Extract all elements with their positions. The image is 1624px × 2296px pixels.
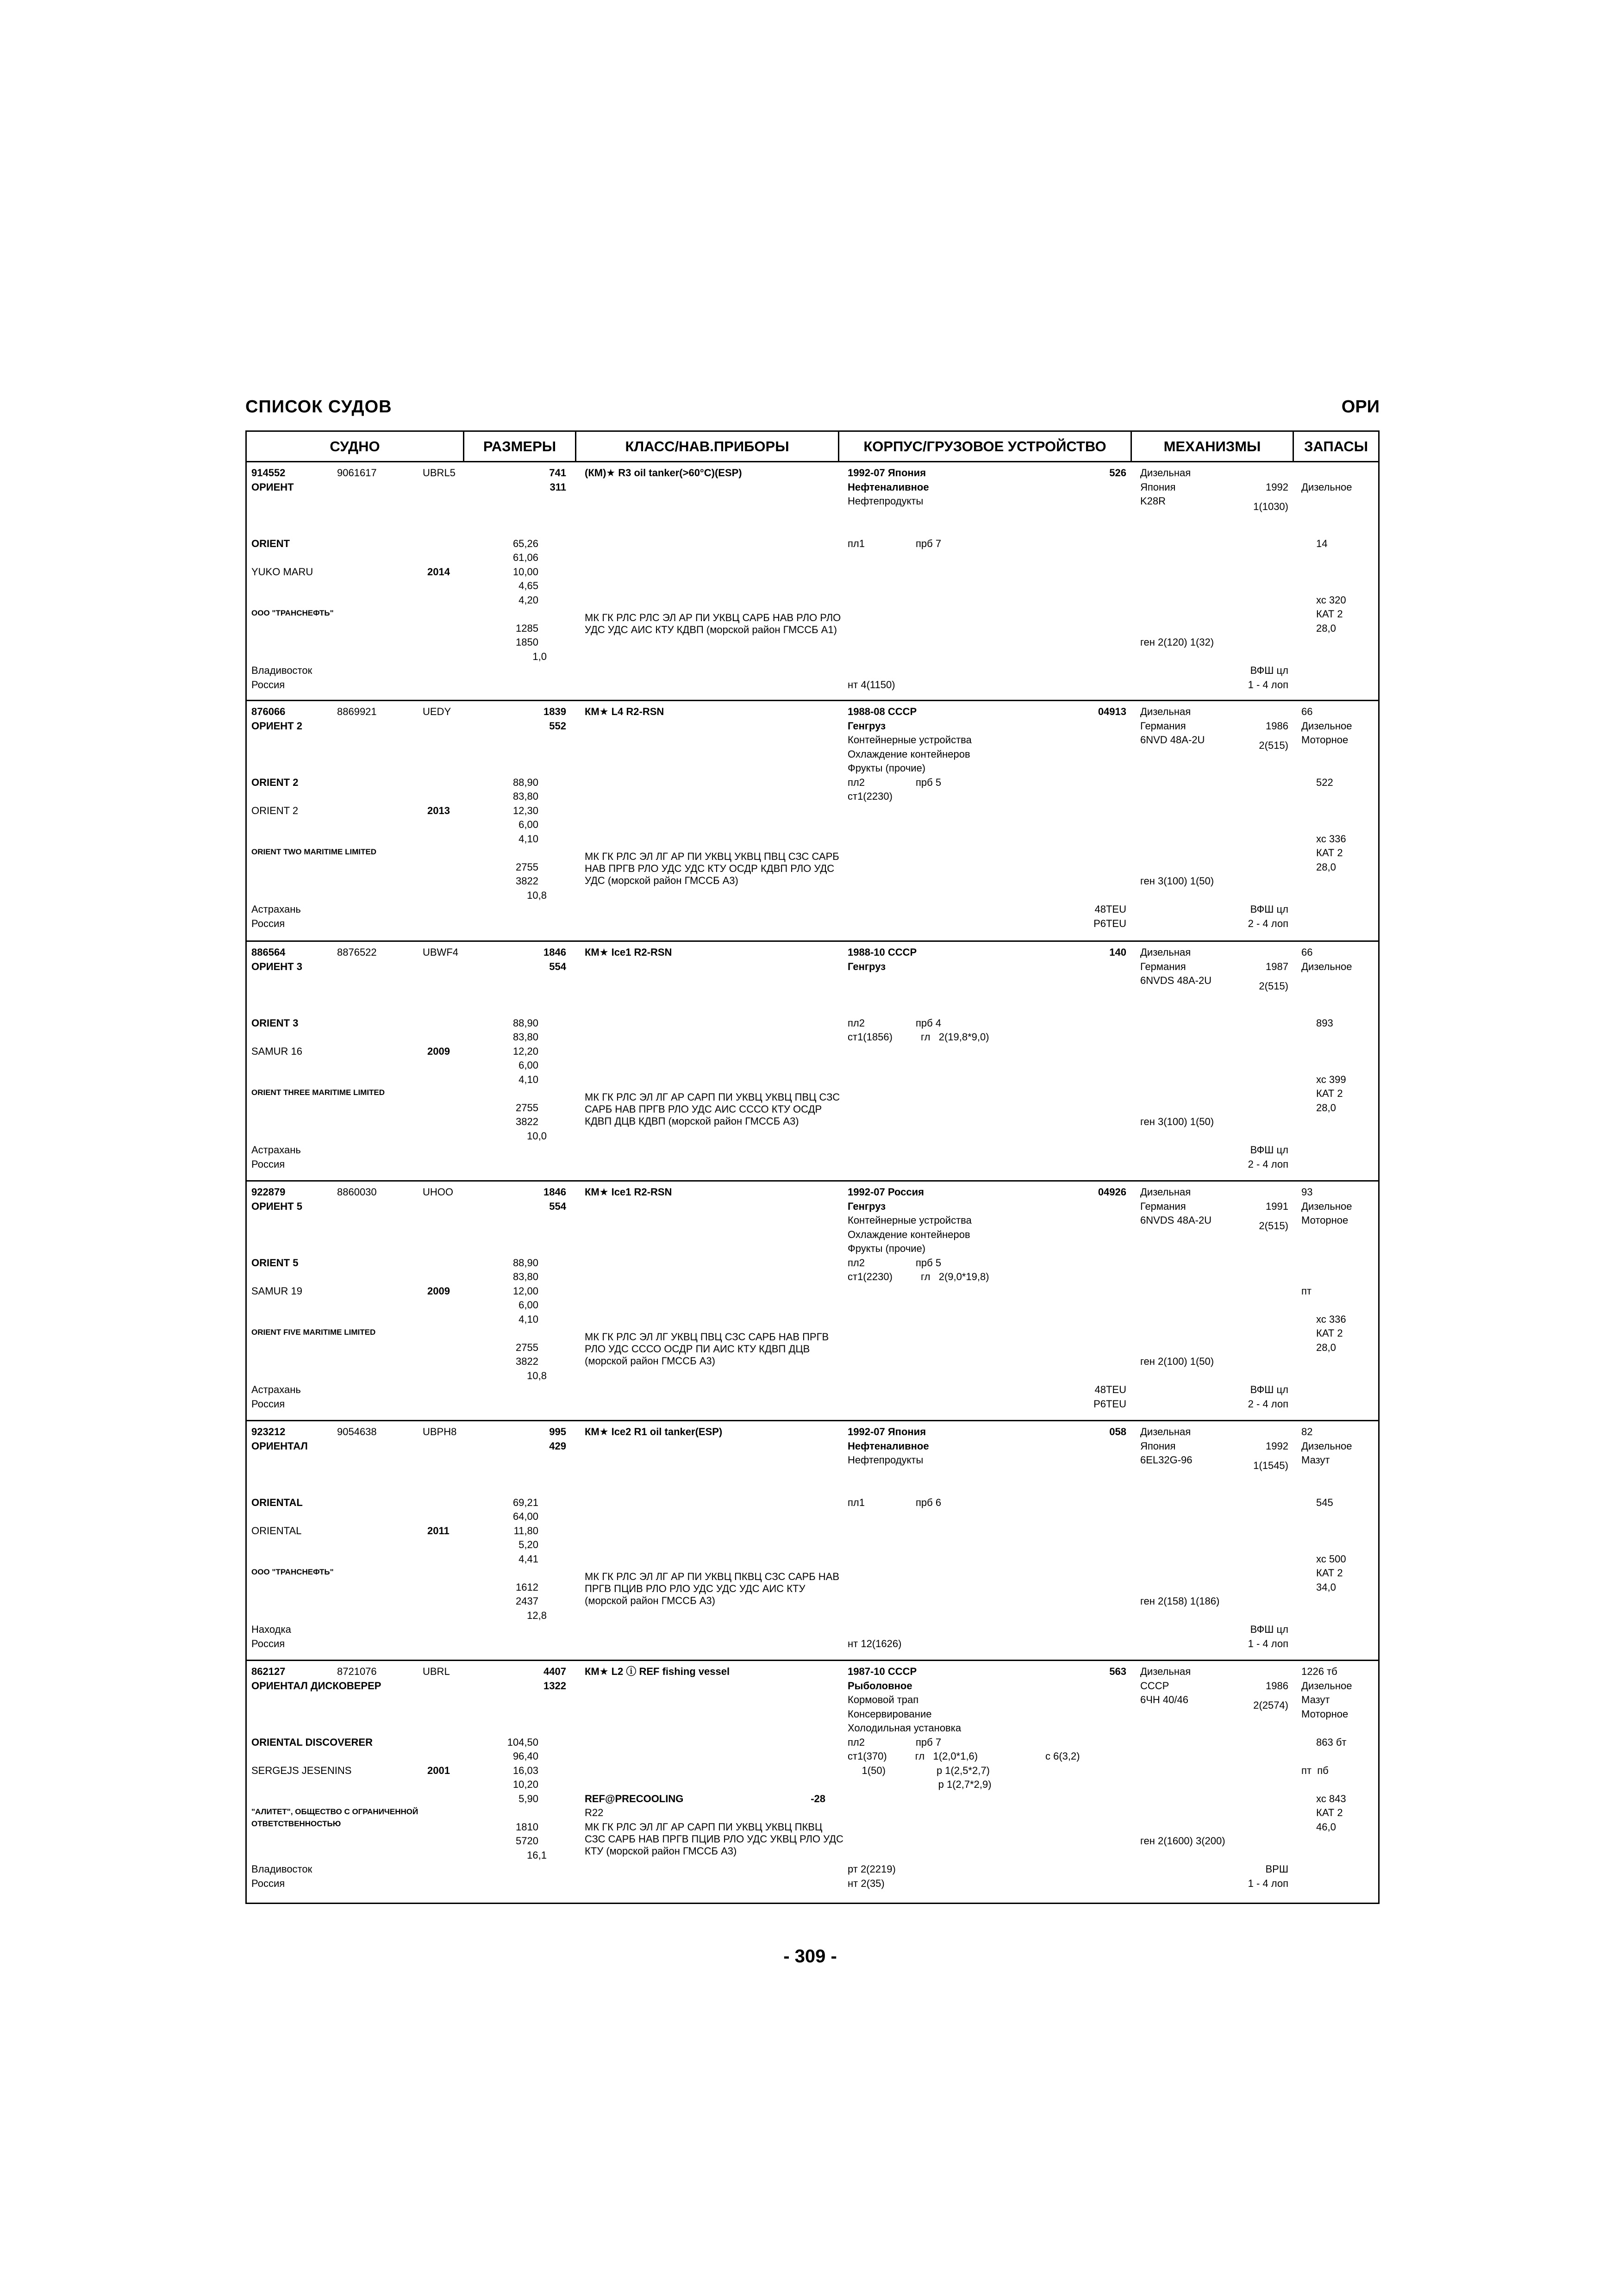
ship-net-tonnage: 554 bbox=[549, 960, 566, 972]
ship-speed: 10,0 bbox=[527, 1130, 547, 1142]
ship-name: ОРИЕНТ 2 bbox=[251, 720, 302, 732]
ship-former-name: SAMUR 16 bbox=[251, 1045, 303, 1057]
ship-hull-number: 140 bbox=[1109, 946, 1126, 958]
ship-engine-year: 1986 bbox=[1266, 1680, 1288, 1692]
ship-hold-capacity: рт 2(2219) bbox=[848, 1863, 896, 1875]
ship-imo-number: 9061617 bbox=[337, 467, 377, 479]
ship-net-tonnage: 552 bbox=[549, 720, 566, 732]
ship-flag-country: Россия bbox=[251, 917, 285, 929]
ship-stores-extra: пт пб bbox=[1301, 1764, 1329, 1776]
ship-call-sign: UBRL5 bbox=[423, 467, 456, 479]
ship-speed: 16,1 bbox=[527, 1849, 547, 1861]
ship-imo-number: 9054638 bbox=[337, 1426, 377, 1437]
ship-engine-info: 6NVDS 48A-2U bbox=[1140, 975, 1212, 986]
ship-stores-capacity: 1226 тб bbox=[1301, 1666, 1337, 1677]
ship-dimension: 4,41 bbox=[518, 1553, 538, 1565]
ship-engine-info: СССР bbox=[1140, 1680, 1169, 1692]
ship-container-capacity: P6TEU bbox=[1093, 1398, 1126, 1410]
ship-bulkheads: прб 6 bbox=[916, 1496, 942, 1508]
ship-name-latin: ORIENT bbox=[251, 537, 290, 549]
ship-engine-info: Япония bbox=[1140, 1440, 1176, 1452]
ship-fuel-type: Дизельное bbox=[1301, 1440, 1352, 1452]
ship-former-name: SERGEJS JESENINS bbox=[251, 1764, 352, 1776]
ship-name: ОРИЕНТ 3 bbox=[251, 960, 302, 972]
ship-gross-tonnage: 1846 bbox=[543, 946, 566, 958]
ship-propeller: ВФШ цл bbox=[1250, 1144, 1288, 1156]
ship-former-name: SAMUR 19 bbox=[251, 1285, 303, 1297]
ship-call-sign: UHOO bbox=[423, 1186, 453, 1198]
ship-stores-reserve: хс 336 bbox=[1316, 833, 1346, 845]
ship-dimension: 64,00 bbox=[512, 1511, 538, 1522]
ship-engine-power: 1(1545) bbox=[1253, 1460, 1288, 1471]
ship-stores-reserve: хс 320 bbox=[1316, 594, 1346, 606]
ship-type: Генгруз bbox=[848, 1200, 886, 1212]
ship-reg-number: 922879 bbox=[251, 1186, 286, 1198]
ship-stores-capacity: 66 bbox=[1301, 946, 1313, 958]
ship-generators: ген 2(1600) 3(200) bbox=[1140, 1835, 1225, 1847]
ship-owner: ООО "ТРАНСНЕФТЬ" bbox=[251, 609, 334, 617]
ship-record bbox=[247, 1421, 1378, 1661]
ship-stores-reserve: 34,0 bbox=[1316, 1581, 1336, 1593]
ship-fuel-amount: 14 bbox=[1316, 537, 1328, 549]
column-header-stores-label: ЗАПАСЫ bbox=[1304, 438, 1368, 454]
ship-deadweight: 1612 bbox=[516, 1581, 538, 1593]
ship-name: ОРИЕНТ 5 bbox=[251, 1200, 302, 1212]
ship-fuel-type: Моторное bbox=[1301, 734, 1349, 746]
ship-former-name: ORIENTAL bbox=[251, 1524, 302, 1537]
ship-hull-number: 04913 bbox=[1098, 706, 1126, 717]
ship-class-notation: (КМ)★ R3 oil tanker(>60°C)(ESP) bbox=[585, 467, 742, 479]
ship-container-capacity: 48TEU bbox=[1094, 1384, 1126, 1395]
ship-home-port: Астрахань bbox=[251, 1144, 301, 1156]
ship-record bbox=[247, 462, 1378, 701]
ship-call-sign: UBWF4 bbox=[423, 946, 458, 958]
ship-stores-reserve: 28,0 bbox=[1316, 1341, 1336, 1353]
ship-dimension: 11,80 bbox=[513, 1524, 538, 1537]
ship-flag-country: Россия bbox=[251, 1637, 285, 1649]
ship-propeller-blades: 1 - 4 лоп bbox=[1248, 1877, 1288, 1889]
ship-deadweight: 1810 bbox=[516, 1821, 538, 1833]
ship-engine-power: 2(515) bbox=[1259, 740, 1288, 751]
ship-build-info: 1992-07 Россия bbox=[848, 1186, 924, 1198]
ship-former-year: 2009 bbox=[427, 1285, 450, 1297]
ship-dimension: 6,00 bbox=[518, 819, 538, 830]
ship-displacement: 5720 bbox=[516, 1835, 538, 1847]
ship-owner: ООО "ТРАНСНЕФТЬ" bbox=[251, 1568, 334, 1576]
ship-engine-info: Дизельная bbox=[1140, 467, 1191, 479]
ship-engine-info: Япония bbox=[1140, 481, 1176, 493]
ship-class-notation: КМ★ L4 R2-RSN bbox=[585, 706, 664, 717]
ship-dimension: 12,20 bbox=[512, 1045, 538, 1057]
ship-stores-reserve: КАТ 2 bbox=[1316, 1567, 1343, 1579]
ship-cargo-feature: Охлаждение контейнеров bbox=[848, 1228, 970, 1240]
column-header-hull: КОРПУС/ГРУЗОВОЕ УСТРОЙСТВО bbox=[839, 432, 1132, 462]
ship-former-year: 2001 bbox=[427, 1764, 450, 1776]
ship-displacement: 1850 bbox=[516, 636, 538, 648]
ship-engine-info: Дизельная bbox=[1140, 1186, 1191, 1198]
ship-propeller: ВФШ цл bbox=[1250, 665, 1288, 676]
ship-class-notation: КМ★ Ice2 R1 oil tanker(ESP) bbox=[585, 1426, 723, 1437]
ship-dimension: 4,10 bbox=[518, 1073, 538, 1085]
ship-dimension: 104,50 bbox=[507, 1736, 538, 1748]
ship-decks: пл2 bbox=[848, 776, 865, 788]
ship-flag-country: Россия bbox=[251, 678, 285, 691]
ship-dimension: 5,20 bbox=[518, 1539, 538, 1550]
ship-call-sign: UBPH8 bbox=[423, 1426, 457, 1437]
ship-build-info: 1987-10 СССР bbox=[848, 1666, 917, 1677]
ship-record bbox=[247, 701, 1378, 942]
ship-type: Нефтеналивное bbox=[848, 481, 929, 493]
ship-stores-reserve: КАТ 2 bbox=[1316, 1807, 1343, 1818]
section-label: ОРИ bbox=[1341, 397, 1380, 417]
ship-generators: ген 2(120) 1(32) bbox=[1140, 636, 1214, 648]
column-header-stores bbox=[1294, 432, 1378, 462]
ship-nav-equipment: МК ГК РЛС ЭЛ ЛГ АР САРП ПИ УКВЦ УКВЦ ПВЦ СЗС САРБ НАВ ПРГВ РЛО УДС АИС СССО КТУ ОСДР КДВП ДЦВ КДВП (морской район ГМССБ А3) bbox=[585, 1091, 840, 1127]
ship-dimension: 12,30 bbox=[512, 804, 538, 816]
ship-dimension: 10,20 bbox=[512, 1779, 538, 1790]
ship-cargo-feature: Консервирование bbox=[848, 1708, 932, 1720]
ship-fuel-type: Дизельное bbox=[1301, 481, 1352, 493]
ship-name-latin: ORIENT 2 bbox=[251, 776, 299, 788]
ship-fuel-amount: 545 bbox=[1316, 1496, 1333, 1508]
ship-former-year: 2013 bbox=[427, 804, 450, 816]
ship-generators: ген 2(100) 1(50) bbox=[1140, 1356, 1214, 1367]
ship-cargo-feature: Фрукты (прочие) bbox=[848, 1243, 926, 1254]
ship-record bbox=[247, 1661, 1378, 1904]
ship-fuel-amount: 522 bbox=[1316, 776, 1333, 788]
ship-refrigeration-class: REF@PRECOOLING bbox=[585, 1792, 684, 1804]
ship-displacement: 3822 bbox=[516, 875, 538, 887]
ship-build-info: 1992-07 Япония bbox=[848, 467, 926, 479]
ship-gross-tonnage: 995 bbox=[549, 1426, 566, 1437]
ship-name: ОРИЕНТАЛ bbox=[251, 1440, 308, 1452]
ship-engine-power: 2(2574) bbox=[1253, 1699, 1288, 1711]
ship-dimension: 96,40 bbox=[512, 1750, 538, 1762]
ship-deadweight: 1285 bbox=[516, 622, 538, 634]
ship-fuel-type: Дизельное bbox=[1301, 1200, 1352, 1212]
ship-dimension: 6,00 bbox=[518, 1059, 538, 1071]
ship-propeller-blades: 1 - 4 лоп bbox=[1248, 678, 1288, 691]
ship-hull-number: 04926 bbox=[1098, 1186, 1126, 1198]
ship-former-year: 2014 bbox=[427, 566, 450, 578]
ship-stores-reserve: хс 500 bbox=[1316, 1553, 1346, 1565]
ship-class-notation: КМ★ L2 ⓘ REF fishing vessel bbox=[585, 1666, 730, 1677]
ship-stores-reserve: 46,0 bbox=[1316, 1821, 1336, 1833]
ship-engine-year: 1992 bbox=[1266, 481, 1288, 493]
ship-former-name: YUKO MARU bbox=[251, 566, 313, 578]
ship-name: ОРИЕНТ bbox=[251, 481, 294, 493]
ship-fuel-type: Мазут bbox=[1301, 1694, 1330, 1705]
ship-build-info: 1992-07 Япония bbox=[848, 1426, 926, 1437]
ship-speed: 12,8 bbox=[527, 1609, 547, 1621]
ship-cargo-gear: ст1(370) гл 1(2,0*1,6) bbox=[848, 1750, 978, 1762]
ship-gross-tonnage: 1846 bbox=[543, 1186, 566, 1198]
ship-propeller-blades: 1 - 4 лоп bbox=[1248, 1637, 1288, 1649]
ship-class-notation: КМ★ Ice1 R2-RSN bbox=[585, 946, 672, 958]
ship-dimension: 65,26 bbox=[512, 537, 538, 549]
ship-imo-number: 8721076 bbox=[337, 1666, 377, 1677]
ship-reg-number: 876066 bbox=[251, 706, 286, 717]
ship-engine-info: 6NVDS 48A-2U bbox=[1140, 1214, 1212, 1226]
ship-stores-reserve: КАТ 2 bbox=[1316, 1327, 1343, 1339]
ship-net-tonnage: 554 bbox=[549, 1200, 566, 1212]
ship-stores-reserve: КАТ 2 bbox=[1316, 1088, 1343, 1099]
ship-engine-info: Германия bbox=[1140, 720, 1186, 732]
ship-nav-equipment: МК ГК РЛС ЭЛ ЛГ АР ПИ УКВЦ ПКВЦ СЗС САРБ НАВ ПРГВ ПЦИВ РЛО РЛО УДС УДС УДС АИС КТУ (морской район ГМССБ А3) bbox=[585, 1571, 840, 1606]
ship-name: ОРИЕНТАЛ ДИСКОВЕРЕР bbox=[251, 1680, 381, 1692]
ship-propeller: ВФШ цл bbox=[1250, 903, 1288, 915]
ship-nav-equipment: МК ГК РЛС РЛС ЭЛ АР ПИ УКВЦ САРБ НАВ РЛО РЛО УДС УДС АИС КТУ КДВП (морской район ГМССБ А1) bbox=[585, 612, 841, 635]
ship-decks: пл1 bbox=[848, 1496, 865, 1508]
ship-owner: "АЛИТЕТ", ОБЩЕСТВО С ОГРАНИЧЕННОЙ ОТВЕТСТВЕННОСТЬЮ bbox=[251, 1807, 418, 1828]
ship-build-info: 1988-08 СССР bbox=[848, 706, 917, 717]
ship-engine-info: Дизельная bbox=[1140, 946, 1191, 958]
ship-dimension: 4,20 bbox=[518, 594, 538, 606]
ship-hull-number: 563 bbox=[1109, 1666, 1126, 1677]
column-header-machinery: МЕХАНИЗМЫ bbox=[1132, 432, 1294, 462]
ship-dimension: 88,90 bbox=[512, 1257, 538, 1269]
ship-nav-equipment: МК ГК РЛС ЭЛ ЛГ АР САРП ПИ УКВЦ УКВЦ ПКВЦ СЗС САРБ НАВ ПРГВ ПЦИВ РЛО УДС УКВЦ РЛО УДС КТУ (морской район ГМССБ А3) bbox=[585, 1821, 843, 1857]
ship-engine-info: 6NVD 48A-2U bbox=[1140, 734, 1205, 746]
ship-engine-power: 2(515) bbox=[1259, 1220, 1288, 1232]
ship-type: Генгруз bbox=[848, 720, 886, 732]
ship-cargo-gear: ст1(2230) bbox=[848, 790, 893, 802]
ship-dimension: 83,80 bbox=[512, 790, 538, 802]
ship-bulkheads: прб 5 bbox=[916, 776, 942, 788]
ship-fuel-amount: 893 bbox=[1316, 1017, 1333, 1029]
column-header-ship: СУДНО bbox=[247, 432, 464, 462]
ship-speed: 10,8 bbox=[527, 889, 547, 901]
ship-imo-number: 8869921 bbox=[337, 706, 377, 717]
ship-decks: пл2 bbox=[848, 1017, 865, 1029]
ship-engine-info: 6EL32G-96 bbox=[1140, 1454, 1193, 1466]
ship-tank-capacity: нт 12(1626) bbox=[848, 1637, 902, 1649]
ship-imo-number: 8860030 bbox=[337, 1186, 377, 1198]
ship-imo-number: 8876522 bbox=[337, 946, 377, 958]
ship-home-port: Астрахань bbox=[251, 1384, 301, 1395]
ship-displacement: 2437 bbox=[516, 1595, 538, 1607]
ship-cargo-feature: Контейнерные устройства bbox=[848, 1214, 972, 1226]
ship-engine-info: 6ЧН 40/46 bbox=[1140, 1694, 1188, 1705]
ship-cargo-feature: Холодильная установка bbox=[848, 1722, 962, 1734]
ship-former-year: 2011 bbox=[427, 1524, 450, 1537]
ship-record bbox=[247, 1182, 1378, 1421]
ship-propeller-blades: 2 - 4 лоп bbox=[1248, 1158, 1288, 1170]
ship-type: Рыболовное bbox=[848, 1680, 912, 1692]
ship-container-capacity: P6TEU bbox=[1093, 917, 1126, 929]
ship-displacement: 3822 bbox=[516, 1356, 538, 1367]
ship-deadweight: 2755 bbox=[516, 861, 538, 873]
ship-list-table bbox=[245, 430, 1380, 1904]
ship-former-name: ORIENT 2 bbox=[251, 804, 299, 816]
ship-stores-reserve: КАТ 2 bbox=[1316, 608, 1343, 620]
ship-flag-country: Россия bbox=[251, 1877, 285, 1889]
ship-cargo-gear: р 1(2,7*2,9) bbox=[848, 1779, 992, 1790]
ship-fuel-type: Моторное bbox=[1301, 1214, 1349, 1226]
ship-home-port: Владивосток bbox=[251, 1863, 312, 1875]
ship-dimension: 5,90 bbox=[518, 1792, 538, 1804]
ship-stores-reserve: хс 399 bbox=[1316, 1073, 1346, 1085]
ship-engine-info: Дизельная bbox=[1140, 1426, 1191, 1437]
ship-stores-reserve: хс 336 bbox=[1316, 1313, 1346, 1325]
page-title: СПИСОК СУДОВ bbox=[245, 397, 392, 417]
ship-fuel-type: Дизельное bbox=[1301, 720, 1352, 732]
ship-fuel-type: Дизельное bbox=[1301, 960, 1352, 972]
ship-build-info: 1988-10 СССР bbox=[848, 946, 917, 958]
ship-dimension: 88,90 bbox=[512, 1017, 538, 1029]
ship-record bbox=[247, 942, 1378, 1182]
ship-name-latin: ORIENT 3 bbox=[251, 1017, 299, 1029]
ship-refrigeration-temp: -28 bbox=[811, 1792, 825, 1804]
ship-gross-tonnage: 741 bbox=[549, 467, 566, 479]
ship-net-tonnage: 429 bbox=[549, 1440, 566, 1452]
ship-generators: ген 2(158) 1(186) bbox=[1140, 1595, 1220, 1607]
ship-engine-year: 1991 bbox=[1266, 1200, 1288, 1212]
ship-dimension: 4,65 bbox=[518, 580, 538, 591]
ship-engine-year: 1992 bbox=[1266, 1440, 1288, 1452]
ship-stores-capacity: 93 bbox=[1301, 1186, 1313, 1198]
ship-engine-year: 1987 bbox=[1266, 960, 1288, 972]
ship-fuel-type: Мазут bbox=[1301, 1454, 1330, 1466]
ship-cargo-feature: Кормовой трап bbox=[848, 1694, 919, 1705]
ship-dimension: 6,00 bbox=[518, 1299, 538, 1311]
ship-speed: 1,0 bbox=[532, 650, 547, 662]
ship-dimension: 88,90 bbox=[512, 776, 538, 788]
ship-cargo-feature: Фрукты (прочие) bbox=[848, 762, 926, 774]
ship-bulkheads: прб 4 bbox=[916, 1017, 942, 1029]
ship-cargo-feature: Нефтепродукты bbox=[848, 1454, 924, 1466]
ship-dimension: 61,06 bbox=[512, 552, 538, 563]
ship-engine-power: 2(515) bbox=[1259, 980, 1288, 992]
column-header-sizes: РАЗМЕРЫ bbox=[464, 432, 576, 462]
ship-nav-equipment: МК ГК РЛС ЭЛ ЛГ АР ПИ УКВЦ УКВЦ ПВЦ СЗС САРБ НАВ ПРГВ РЛО УДС УДС КТУ ОСДР КДВП РЛО УДС УДС (морской район ГМССБ А3) bbox=[585, 851, 839, 886]
ship-home-port: Находка bbox=[251, 1624, 291, 1635]
ship-class-notation: КМ★ Ice1 R2-RSN bbox=[585, 1186, 672, 1198]
ship-name-latin: ORIENTAL DISCOVERER bbox=[251, 1736, 373, 1748]
ship-name-latin: ORIENT 5 bbox=[251, 1257, 299, 1269]
ship-stores-reserve: КАТ 2 bbox=[1316, 847, 1343, 859]
page-number: - 309 - bbox=[783, 1946, 837, 1966]
ship-speed: 10,8 bbox=[527, 1369, 547, 1381]
ship-stores-reserve: 28,0 bbox=[1316, 1101, 1336, 1114]
ship-nav-equipment: МК ГК РЛС ЭЛ ЛГ УКВЦ ПВЦ СЗС САРБ НАВ ПРГВ РЛО УДС СССО ОСДР ПИ АИС КТУ КДВП ДЦВ (морской район ГМССБ А3) bbox=[585, 1331, 829, 1367]
ship-home-port: Астрахань bbox=[251, 903, 301, 915]
ship-type: Нефтеналивное bbox=[848, 1440, 929, 1452]
ship-decks: пл2 bbox=[848, 1257, 865, 1269]
ship-reg-number: 862127 bbox=[251, 1666, 286, 1677]
ship-flag-country: Россия bbox=[251, 1398, 285, 1410]
ship-cargo-gear-extra: с 6(3,2) bbox=[1045, 1750, 1080, 1762]
ship-engine-power: 1(1030) bbox=[1253, 501, 1288, 512]
ship-engine-info: Дизельная bbox=[1140, 706, 1191, 717]
ship-net-tonnage: 311 bbox=[550, 481, 566, 493]
ship-refrigerant: R22 bbox=[585, 1807, 604, 1818]
ship-engine-info: Дизельная bbox=[1140, 1666, 1191, 1677]
ship-former-year: 2009 bbox=[427, 1045, 450, 1057]
ship-gross-tonnage: 1839 bbox=[543, 706, 566, 717]
ship-stores-reserve: 28,0 bbox=[1316, 622, 1336, 634]
ship-owner: ORIENT THREE MARITIME LIMITED bbox=[251, 1088, 385, 1097]
column-header-class: КЛАСС/НАВ.ПРИБОРЫ bbox=[576, 432, 839, 462]
ship-deadweight: 2755 bbox=[516, 1341, 538, 1353]
ship-propeller-blades: 2 - 4 лоп bbox=[1248, 1398, 1288, 1410]
ship-dimension: 4,10 bbox=[518, 1313, 538, 1325]
ship-propeller-blades: 2 - 4 лоп bbox=[1248, 917, 1288, 929]
ship-reg-number: 886564 bbox=[251, 946, 286, 958]
ship-cargo-gear: ст1(2230) гл 2(9,0*19,8) bbox=[848, 1271, 989, 1282]
ship-engine-info: K28R bbox=[1140, 495, 1166, 507]
ship-stores-capacity: 82 bbox=[1301, 1426, 1313, 1437]
ship-propeller: ВФШ цл bbox=[1250, 1384, 1288, 1395]
ship-cargo-feature: Контейнерные устройства bbox=[848, 734, 972, 746]
ship-stores-capacity: 66 bbox=[1301, 706, 1313, 717]
ship-engine-info: Германия bbox=[1140, 960, 1186, 972]
ship-dimension: 16,03 bbox=[512, 1764, 538, 1776]
ship-bulkheads: прб 7 bbox=[916, 537, 942, 549]
ship-hull-number: 526 bbox=[1109, 467, 1126, 479]
ship-dimension: 83,80 bbox=[512, 1031, 538, 1043]
ship-bulkheads: прб 5 bbox=[916, 1257, 942, 1269]
ship-cargo-feature: Нефтепродукты bbox=[848, 495, 924, 507]
ship-dimension: 12,00 bbox=[512, 1285, 538, 1297]
ship-hold-capacity: нт 2(35) bbox=[848, 1877, 885, 1889]
ship-dimension: 10,00 bbox=[512, 566, 538, 578]
ship-deadweight: 2755 bbox=[516, 1101, 538, 1114]
ship-fuel-type: Дизельное bbox=[1301, 1680, 1352, 1692]
ship-stores-extra: пт bbox=[1301, 1285, 1312, 1297]
ship-owner: ORIENT FIVE MARITIME LIMITED bbox=[251, 1328, 376, 1337]
ship-cargo-feature: Охлаждение контейнеров bbox=[848, 748, 970, 760]
ship-call-sign: UEDY bbox=[423, 706, 451, 717]
ship-decks: пл1 bbox=[848, 537, 865, 549]
ship-propeller: ВФШ цл bbox=[1250, 1624, 1288, 1635]
ship-type: Генгруз bbox=[848, 960, 886, 972]
ship-dimension: 4,10 bbox=[518, 833, 538, 845]
ship-hull-number: 058 bbox=[1109, 1426, 1126, 1437]
ship-reg-number: 914552 bbox=[251, 467, 286, 479]
ship-stores-reserve: 28,0 bbox=[1316, 861, 1336, 873]
ship-fuel-type: Моторное bbox=[1301, 1708, 1349, 1720]
ship-call-sign: UBRL bbox=[423, 1666, 450, 1677]
ship-home-port: Владивосток bbox=[251, 665, 312, 676]
ship-reg-number: 923212 bbox=[251, 1426, 286, 1437]
ship-dimension: 69,21 bbox=[512, 1496, 538, 1508]
ship-displacement: 3822 bbox=[516, 1116, 538, 1127]
ship-tank-capacity: нт 4(1150) bbox=[848, 678, 895, 691]
ship-owner: ORIENT TWO MARITIME LIMITED bbox=[251, 847, 377, 856]
ship-engine-info: Германия bbox=[1140, 1200, 1186, 1212]
ship-gross-tonnage: 4407 bbox=[543, 1666, 566, 1677]
ship-bulkheads: прб 7 bbox=[916, 1736, 942, 1748]
ship-cargo-gear: ст1(1856) гл 2(19,8*9,0) bbox=[848, 1031, 989, 1043]
ship-generators: ген 3(100) 1(50) bbox=[1140, 875, 1214, 887]
ship-flag-country: Россия bbox=[251, 1158, 285, 1170]
ship-stores-reserve: хс 843 bbox=[1316, 1792, 1346, 1804]
ship-cargo-gear: 1(50) р 1(2,5*2,7) bbox=[848, 1764, 990, 1776]
ship-container-capacity: 48TEU bbox=[1094, 903, 1126, 915]
ship-engine-year: 1986 bbox=[1266, 720, 1288, 732]
ship-fuel-amount: 863 бт bbox=[1316, 1736, 1347, 1748]
ship-propeller: ВРШ bbox=[1265, 1863, 1288, 1875]
ship-generators: ген 3(100) 1(50) bbox=[1140, 1116, 1214, 1127]
ship-net-tonnage: 1322 bbox=[543, 1680, 566, 1692]
ship-decks: пл2 bbox=[848, 1736, 865, 1748]
ship-dimension: 83,80 bbox=[512, 1271, 538, 1282]
ship-name-latin: ORIENTAL bbox=[251, 1496, 303, 1508]
